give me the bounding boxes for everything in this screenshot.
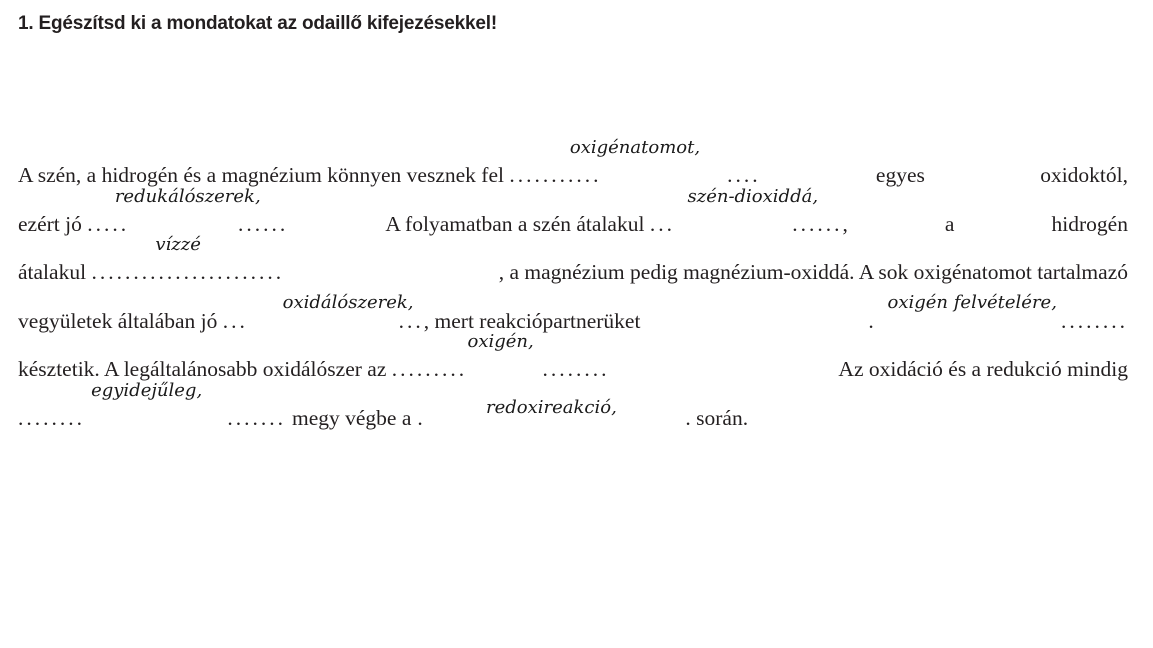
text-line-3 [18, 234, 1128, 297]
text-fragment: átalakul [18, 260, 87, 284]
text-fragment: megy végbe a [292, 405, 412, 430]
answer-blank-5[interactable] [222, 291, 641, 345]
handwritten-answer: redukálószerek, [114, 185, 261, 207]
answer-blank-9[interactable] [417, 394, 685, 442]
handwritten-answer: egyidejűleg, [91, 379, 203, 401]
handwritten-answer: redoxireakció, [485, 396, 617, 418]
answer-blank-7[interactable] [391, 331, 610, 393]
text-fragment: egyes [875, 163, 925, 187]
dotted-blank: ....... [227, 405, 286, 430]
dotted-blank: ........ [1061, 308, 1128, 333]
dotted-blank: ... [222, 308, 248, 333]
text-fragment: , mert reakciópartnerüket [423, 308, 641, 333]
answer-blank-4[interactable] [91, 234, 285, 296]
text-fragment: , [842, 211, 848, 236]
text-line-4 [18, 291, 1128, 346]
text-fragment: a [944, 211, 955, 236]
text-fragment: oxidoktól, [1040, 163, 1128, 187]
dotted-blank: ......... [391, 357, 468, 381]
answer-blank-3[interactable] [649, 185, 848, 248]
text-fragment: Az oxidáció és a redukció mindig [838, 357, 1128, 381]
text-fragment: ezért jó [18, 211, 82, 236]
text-fragment: hidrogén [1051, 211, 1128, 236]
handwritten-answer: oxigén, [467, 331, 534, 352]
text-segment [18, 185, 289, 248]
dotted-blank: .... [727, 163, 761, 187]
handwritten-answer: vízzé [155, 234, 201, 255]
dotted-blank: ..... [87, 211, 130, 236]
text-fragment: A szén, a hidrogén és a magnézium könnyen vesznek fel [18, 163, 504, 187]
text-line-6 [18, 379, 1128, 443]
exercise-title: 1. Egészítsd ki a mondatokat az odaillő kifejezésekkel! [18, 13, 497, 34]
text-segment [385, 185, 848, 248]
dotted-blank: ........ [18, 405, 85, 430]
dotted-blank: ........... [509, 163, 602, 187]
answer-blank-8[interactable] [18, 379, 286, 442]
text-fragment: A folyamatban a szén átalakul [385, 211, 645, 236]
dotted-blank: . [417, 405, 426, 430]
dotted-blank: ...... [238, 211, 289, 236]
dotted-blank: ... [649, 211, 675, 236]
answer-blank-6[interactable] [868, 291, 1128, 345]
handwritten-answer: oxigénatomot, [569, 137, 701, 158]
text-segment [18, 291, 641, 345]
handwritten-answer: oxidálószerek, [282, 291, 414, 313]
text-fragment: . során. [685, 405, 749, 430]
dotted-blank: ....................... [91, 260, 285, 284]
text-fragment: késztetik. A legáltalánosabb oxidálószer az [18, 357, 387, 381]
exercise-body [18, 137, 1128, 442]
text-fragment: vegyületek általában jó [18, 308, 218, 333]
dotted-blank: ........ [542, 357, 610, 381]
dotted-blank: ...... [792, 211, 843, 236]
handwritten-answer: szén-dioxiddá, [687, 185, 819, 207]
text-fragment: , a magnézium pedig magnézium-oxiddá. A sok oxigénatomot tartalmazó [498, 260, 1128, 284]
handwritten-answer: oxigén felvételére, [887, 291, 1057, 313]
dotted-blank: . [868, 308, 877, 333]
dotted-blank: ... [398, 308, 424, 333]
text-segment [18, 234, 285, 296]
